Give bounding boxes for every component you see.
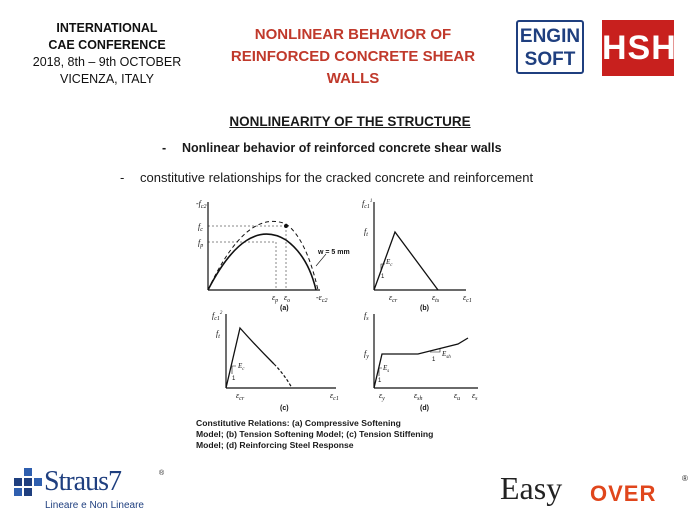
figure-svg — [196, 196, 496, 418]
figure-caption-line3: Model; (d) Reinforcing Steel Response — [196, 440, 354, 450]
panel-b-y-label: $f_{c1}^1$ — [362, 199, 373, 210]
panel-d-curve — [374, 338, 468, 388]
panel-a-fp-label: $f_p$ — [198, 238, 204, 249]
panel-d-x-label: $\varepsilon_s$ — [472, 391, 478, 402]
slide-title — [222, 24, 484, 90]
slide-title-line3: WALLS — [326, 70, 380, 87]
slide-title-line2: REINFORCED CONCRETE SHEAR — [230, 48, 476, 65]
bullet-text-1: Nonlinear behavior of reinforced concrete shear walls — [182, 141, 502, 155]
panel-b-ec-label: $E_c$ — [386, 258, 393, 268]
panel-a-solid-curve — [208, 234, 316, 290]
straus7-name: Straus7 — [44, 466, 121, 497]
panel-b-one-label: 1 — [381, 274, 385, 280]
conference-dates: 2018, 8th – 9th OCTOBER — [32, 55, 182, 69]
figure-caption-line2: Model; (b) Tension Softening Model; (c) Tension Stiffening — [196, 429, 434, 439]
bullet-item-1 — [162, 141, 502, 155]
panel-b — [362, 199, 472, 312]
bullet-dash-2: - — [120, 170, 125, 185]
conference-name-line1: INTERNATIONAL — [56, 21, 158, 35]
panel-c-slope-triangle — [232, 366, 236, 374]
enginsoft-logo-line2: SOFT — [524, 49, 576, 70]
easyover-easy: Easy — [500, 470, 563, 506]
easyover-logo — [500, 470, 692, 510]
panel-d — [364, 311, 478, 412]
panel-b-ft-label: $f_t$ — [364, 227, 368, 238]
panel-a-fc-label: $f_c$ — [198, 222, 203, 233]
panel-c-y-label: $f_{c1}^2$ — [212, 311, 223, 322]
panel-d-es-label: $E_s$ — [383, 364, 390, 374]
figure-caption — [196, 418, 496, 451]
panel-b-curve — [374, 232, 438, 290]
conference-name-line2: CAE CONFERENCE — [48, 38, 166, 52]
panel-c-one-label: 1 — [232, 376, 236, 382]
bullet-item-2 — [120, 170, 533, 185]
panel-d-fy-label: $f_y$ — [364, 349, 369, 360]
panel-d-one-a-label: 1 — [378, 378, 382, 384]
panel-d-one-b-label: 1 — [432, 357, 436, 363]
panel-c-ec-label: $E_c$ — [238, 362, 245, 372]
straus7-subtitle: Lineare e Non Lineare — [45, 500, 144, 511]
panel-d-eps-y-label: $\varepsilon_y$ — [379, 391, 385, 402]
panel-d-panel-label: (d) — [420, 405, 429, 412]
panel-c-x-label: $\varepsilon_{c1}$ — [330, 391, 339, 402]
panel-d-esh-label: $E_{sh}$ — [442, 350, 451, 360]
hsh-logo: HSH — [602, 20, 674, 76]
conference-location: VICENZA, ITALY — [59, 72, 154, 86]
panel-a-eps-o-label: $\varepsilon_o$ — [284, 293, 291, 304]
panel-c-eps-cr-label: $\varepsilon_{cr}$ — [236, 391, 245, 402]
bullet-dash-1: - — [162, 141, 167, 155]
straus7-grid-icon — [14, 468, 42, 496]
panel-c-ft-label: $f_t$ — [216, 329, 220, 340]
panel-a-y-label: $-f_{c2}$ — [196, 199, 207, 210]
panel-b-panel-label: (b) — [420, 305, 429, 312]
panel-a-w-label: w = 5 mm — [318, 249, 350, 256]
panel-d-eps-u-label: $\varepsilon_u$ — [454, 391, 461, 402]
easyover-over: OVER — [590, 481, 657, 506]
panel-a — [196, 199, 350, 312]
panel-b-x-label: $\varepsilon_{c1}$ — [463, 293, 472, 304]
panel-c-curve-dashed — [274, 364, 292, 388]
straus7-logo — [14, 468, 174, 516]
conference-info — [18, 20, 196, 88]
panel-a-x-label: $-\varepsilon_{c2}$ — [316, 293, 328, 304]
panel-a-eps-p-label: $\varepsilon_p$ — [272, 293, 279, 304]
panel-a-panel-label: (a) — [280, 305, 289, 312]
constitutive-relations-figure — [196, 196, 496, 454]
enginsoft-logo-line1: ENGIN — [519, 26, 581, 47]
panel-b-eps-ts-label: $\varepsilon_{ts}$ — [432, 293, 440, 304]
panel-c — [212, 311, 339, 412]
section-title: NONLINEARITY OF THE STRUCTURE — [229, 114, 471, 129]
panel-d-y-label: $f_s$ — [364, 311, 369, 322]
easyover-reg: ® — [682, 474, 688, 483]
bullet-text-2: constitutive relationships for the cracked concrete and reinforcement — [140, 170, 534, 185]
straus7-reg: ® — [159, 470, 165, 477]
panel-a-peak-dot — [284, 224, 288, 228]
panel-c-panel-label: (c) — [280, 405, 289, 412]
panel-d-es-triangle — [379, 368, 382, 376]
panel-b-eps-cr-label: $\varepsilon_{cr}$ — [389, 293, 398, 304]
enginsoft-logo — [516, 20, 584, 74]
figure-caption-line1: Constitutive Relations: (a) Compressive Softening — [196, 418, 401, 428]
slide-title-line1: NONLINEAR BEHAVIOR OF — [254, 26, 452, 43]
panel-d-eps-sh-label: $\varepsilon_{sh}$ — [414, 391, 423, 402]
